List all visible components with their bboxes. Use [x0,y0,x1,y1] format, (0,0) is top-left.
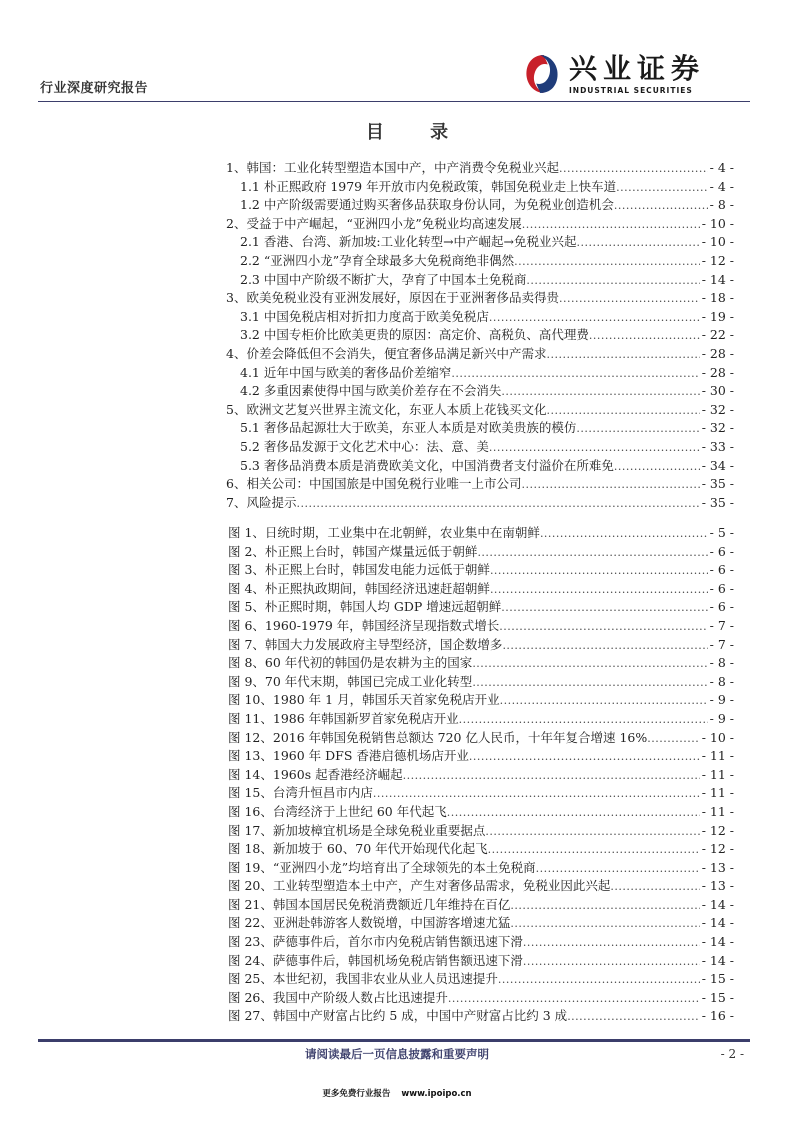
dot-leader [501,601,707,614]
dot-leader [296,497,699,510]
dot-leader [502,639,707,652]
toc-entry[interactable] [226,195,734,214]
figure-entry-label: 图 4、朴正熙执政期间，韩国经济迅速赶超朝鲜 [228,580,490,596]
dot-leader [546,348,699,361]
figure-entry-label: 图 9、70 年代末期，韩国已完成工业化转型 [228,673,473,689]
figure-entry[interactable] [228,858,734,877]
figure-entry[interactable] [228,523,734,542]
dot-leader [577,236,700,249]
toc-entry[interactable] [226,288,734,307]
footer-divider [38,1039,750,1042]
toc-entry-page: - 4 - [709,160,734,175]
dot-leader [546,404,699,417]
company-logo [523,50,733,98]
toc-entry-page: - 18 - [701,290,734,306]
figure-entry-label: 图 21、韩国本国居民免税消费额近几年维持在百亿 [228,896,511,912]
figure-entry-page: - 7 - [709,617,734,633]
toc-entry[interactable] [226,325,734,344]
logo-chinese-name: 兴业证券 [569,51,706,85]
toc-entry-label: 5.2 奢侈品发源于文化艺术中心：法、意、美 [240,438,489,454]
toc-entry-label: 1.2 中产阶级需要通过购买奢侈品获取身份认同，为免税业创造机会 [240,197,614,213]
logo-english-name: INDUSTRIAL SECURITIES [569,85,693,95]
dot-leader [510,899,699,912]
figure-entry-label: 图 18、新加坡于 60、70 年代开始现代化起飞 [228,841,488,857]
toc-entry-page: - 14 - [701,271,734,287]
figure-entry-page: - 5 - [709,525,734,540]
dot-leader [451,367,699,380]
toc-entry-label: 7、风险提示 [226,494,297,510]
figure-entry-label: 图 12、2016 年韩国免税销售总额达 720 亿人民币，十年年复合增速 16% [228,729,648,745]
toc-entry[interactable] [226,307,734,326]
toc-entry-page: - 8 - [709,197,734,213]
figure-entry-label: 图 5、朴正熙时期，韩国人均 GDP 增速远超朝鲜 [228,599,502,615]
figure-entry-page: - 6 - [709,580,734,596]
promo-url[interactable]: www.ipoipo.cn [401,1089,472,1099]
figure-entry[interactable] [228,690,734,709]
toc-entry-label: 5.1 奢侈品起源壮大于欧美，东亚人本质是对欧美贵族的模仿 [240,420,577,436]
toc-entry-label: 2.3 中国中产阶级不断扩大，孕育了中国本土免税商 [240,271,527,287]
figure-entry-page: - 11 - [701,748,734,764]
figure-entry[interactable] [228,709,734,728]
dot-leader [501,385,699,398]
figure-list [228,523,734,1025]
figure-entry-label: 图 6、1960-1979 年，韩国经济呈现指数式增长 [228,617,500,633]
figure-entry[interactable] [228,746,734,765]
figure-entry-page: - 6 - [709,562,734,578]
figure-entry-page: - 12 - [701,822,734,838]
figure-entry-page: - 6 - [709,543,734,559]
dot-leader [610,880,699,893]
toc-entry-label: 4.1 近年中国与欧美的奢侈品价差缩窄 [240,364,452,380]
figure-entry-page: - 14 - [701,934,734,950]
dot-leader [514,255,700,268]
dot-leader [614,199,708,212]
figure-entry[interactable] [228,913,734,932]
figure-entry-page: - 6 - [709,599,734,615]
page-number: - 2 - [720,1047,744,1061]
toc-entry-page: - 28 - [701,364,734,380]
dot-leader [526,274,699,287]
figure-entry-page: - 11 - [701,803,734,819]
dot-leader [403,769,700,782]
dot-leader [567,1010,700,1023]
figure-entry-page: - 9 - [709,692,734,708]
dot-leader [510,917,699,930]
dot-leader [469,750,700,763]
toc-entry-page: - 35 - [701,494,734,510]
toc-entry-label: 5.3 奢侈品消费本质是消费欧美文化，中国消费者支付溢价在所难免 [240,457,614,473]
figure-entry-label: 图 2、朴正熙上台时，韩国产煤量远低于朝鲜 [228,543,478,559]
figure-entry[interactable] [228,765,734,784]
dot-leader [499,620,707,633]
report-type-label: 行业深度研究报告 [40,81,149,96]
figure-entry-page: - 14 - [701,896,734,912]
figure-entry-page: - 7 - [709,636,734,652]
toc-entry[interactable] [226,214,734,233]
figure-entry-page: - 13 - [701,878,734,894]
dot-leader [489,311,700,324]
figure-entry[interactable] [228,597,734,616]
figure-entry-page: - 11 - [701,766,734,782]
dot-leader [447,806,700,819]
figure-entry[interactable] [228,839,734,858]
dot-leader [559,162,708,175]
toc-entry[interactable] [226,437,734,456]
toc-entry-label: 2.2 “亚洲四小龙”孕育全球最多大免税商绝非偶然 [240,252,515,268]
toc-entry-page: - 33 - [701,438,734,454]
dot-leader [485,825,699,838]
toc-entry-page: - 30 - [701,383,734,399]
figure-entry-label: 图 23、萨德事件后，首尔市内免税店销售额迅速下滑 [228,934,523,950]
figure-entry[interactable] [228,542,734,561]
dot-leader [488,843,700,856]
dot-leader [576,422,699,435]
figure-entry-label: 图 24、萨德事件后，韩国机场免税店销售额迅速下滑 [228,952,523,968]
figure-entry-page: - 8 - [709,673,734,689]
figure-entry-label: 图 14、1960s 起香港经济崛起 [228,766,403,782]
toc-entry-label: 2、受益于中产崛起，“亚洲四小龙”免税业均高速发展 [226,215,522,231]
toc-title: 目 录 [365,122,469,143]
toc-entry-page: - 19 - [701,308,734,324]
dot-leader [373,787,700,800]
dot-leader [589,329,700,342]
figure-entry-page: - 14 - [701,915,734,931]
toc-entry-label: 2.1 香港、台湾、新加坡:工业化转型→中产崛起→免税业兴起 [240,234,577,250]
figure-entry[interactable] [228,616,734,635]
figure-entry[interactable] [228,635,734,654]
toc-entry-label: 1、韩国：工业化转型塑造本国中产，中产消费令免税业兴起 [226,160,559,175]
table-of-contents [226,158,734,511]
toc-entry-page: - 12 - [701,252,734,268]
toc-entry-page: - 10 - [701,234,734,250]
dot-leader [559,292,700,305]
figure-entry-label: 图 11、1986 年韩国新罗首家免税店开业 [228,710,459,726]
figure-entry-page: - 11 - [701,785,734,801]
toc-entry[interactable] [226,177,734,196]
figure-entry-page: - 13 - [701,859,734,875]
figure-entry[interactable] [228,672,734,691]
figure-entry[interactable] [228,821,734,840]
figure-entry-label: 图 17、新加坡樟宜机场是全球免税业重要据点 [228,822,486,838]
toc-entry-page: - 28 - [701,345,734,361]
figure-entry-label: 图 7、韩国大力发展政府主导型经济，国企数增多 [228,636,503,652]
footer-disclaimer: 请阅读最后一页信息披露和重要声明 [305,1047,489,1061]
dot-leader [523,955,700,968]
figure-entry-page: - 16 - [701,1008,734,1024]
toc-entry[interactable] [226,251,734,270]
figure-entry[interactable] [228,783,734,802]
toc-entry-page: - 35 - [701,476,734,492]
figure-entry[interactable] [228,988,734,1007]
toc-entry[interactable] [226,363,734,382]
dot-leader [490,564,708,577]
promo-line [0,1087,794,1099]
toc-entry[interactable] [226,232,734,251]
dot-leader [500,694,708,707]
figure-entry[interactable] [228,895,734,914]
figure-entry[interactable] [228,951,734,970]
toc-entry[interactable] [226,381,734,400]
figure-entry[interactable] [228,969,734,988]
dot-leader [536,862,700,875]
toc-entry-label: 3、欧美免税业没有亚洲发展好，原因在于亚洲奢侈品卖得贵 [226,290,559,306]
toc-entry-label: 3.1 中国免税店相对折扣力度高于欧美免税店 [240,308,489,324]
toc-entry-label: 4.2 多重因素使得中国与欧美价差存在不会消失 [240,383,502,399]
figure-entry-label: 图 16、台湾经济于上世纪 60 年代起飞 [228,803,447,819]
dot-leader [477,546,707,559]
toc-entry-label: 5、欧洲文艺复兴世界主流文化，东亚人本质上花钱买文化 [226,401,547,417]
figure-entry[interactable] [228,728,734,747]
toc-entry[interactable] [226,456,734,475]
figure-entry-label: 图 15、台湾升恒昌市内店 [228,785,373,801]
figure-entry[interactable] [228,579,734,598]
figure-entry-label: 图 26、我国中产阶级人数占比迅速提升 [228,989,448,1005]
dot-leader [540,527,708,540]
figure-entry-label: 图 25、本世纪初，我国非农业从业人员迅速提升 [228,971,498,987]
dot-leader [616,181,708,194]
figure-entry-page: - 9 - [709,710,734,726]
figure-entry-label: 图 22、亚洲赴韩游客人数锐增，中国游客增速尤猛 [228,915,511,931]
figure-entry[interactable] [228,876,734,895]
dot-leader [614,460,700,473]
figure-entry-label: 图 8、60 年代初的韩国仍是农耕为主的国家 [228,655,473,671]
figure-entry[interactable] [228,560,734,579]
figure-entry-label: 图 10、1980 年 1 月，韩国乐天首家免税店开业 [228,692,500,708]
figure-entry-page: - 15 - [701,989,734,1005]
dot-leader [459,713,708,726]
dot-leader [647,732,699,745]
dot-leader [521,478,699,491]
toc-entry[interactable] [226,344,734,363]
figure-entry[interactable] [228,1006,734,1025]
toc-entry[interactable] [226,474,734,493]
figure-entry-label: 图 1、日统时期，工业集中在北朝鲜，农业集中在南朝鲜 [228,525,540,540]
figure-entry-page: - 10 - [701,729,734,745]
logo-mark-icon [523,53,561,95]
toc-entry-label: 4、价差会降低但不会消失，便宜奢侈品满足新兴中产需求 [226,345,547,361]
toc-entry[interactable] [226,400,734,419]
figure-entry-label: 图 27、韩国中产财富占比约 5 成，中国中产财富占比约 3 成 [228,1008,568,1024]
toc-entry-page: - 32 - [701,420,734,436]
figure-entry-label: 图 20、工业转型塑造本土中产，产生对奢侈品需求，免税业因此兴起 [228,878,611,894]
toc-entry-label: 6、相关公司：中国国旅是中国免税行业唯一上市公司 [226,476,522,492]
toc-entry-label: 1.1 朴正熙政府 1979 年开放市内免税政策，韩国免税业走上快车道 [240,178,617,194]
figure-entry-page: - 8 - [709,655,734,671]
figure-entry-label: 图 3、朴正熙上台时，韩国发电能力远低于朝鲜 [228,562,490,578]
toc-entry-page: - 4 - [709,178,734,194]
dot-leader [523,936,700,949]
figure-entry[interactable] [228,653,734,672]
toc-entry-label: 3.2 中国专柜价比欧美更贵的原因：高定价、高税负、高代理费 [240,327,589,343]
dot-leader [448,992,700,1005]
dot-leader [489,441,700,454]
dot-leader [498,973,700,986]
dot-leader [472,657,707,670]
toc-entry-page: - 22 - [701,327,734,343]
figure-entry[interactable] [228,932,734,951]
figure-entry-page: - 15 - [701,971,734,987]
toc-entry-page: - 32 - [701,401,734,417]
toc-entry[interactable] [226,418,734,437]
toc-entry[interactable] [226,270,734,289]
dot-leader [472,676,707,689]
figure-entry-page: - 14 - [701,952,734,968]
figure-entry-page: - 12 - [701,841,734,857]
figure-entry[interactable] [228,802,734,821]
toc-entry-page: - 10 - [701,215,734,231]
dot-leader [522,218,700,231]
promo-text: 更多免费行业报告 [322,1089,391,1099]
header-divider [38,101,750,102]
dot-leader [490,583,708,596]
toc-entry[interactable] [226,158,734,177]
toc-entry[interactable] [226,493,734,512]
toc-entry-page: - 34 - [701,457,734,473]
figure-entry-label: 图 19、“亚洲四小龙”均培育出了全球领先的本土免税商 [228,859,536,875]
figure-entry-label: 图 13、1960 年 DFS 香港启德机场店开业 [228,748,469,764]
